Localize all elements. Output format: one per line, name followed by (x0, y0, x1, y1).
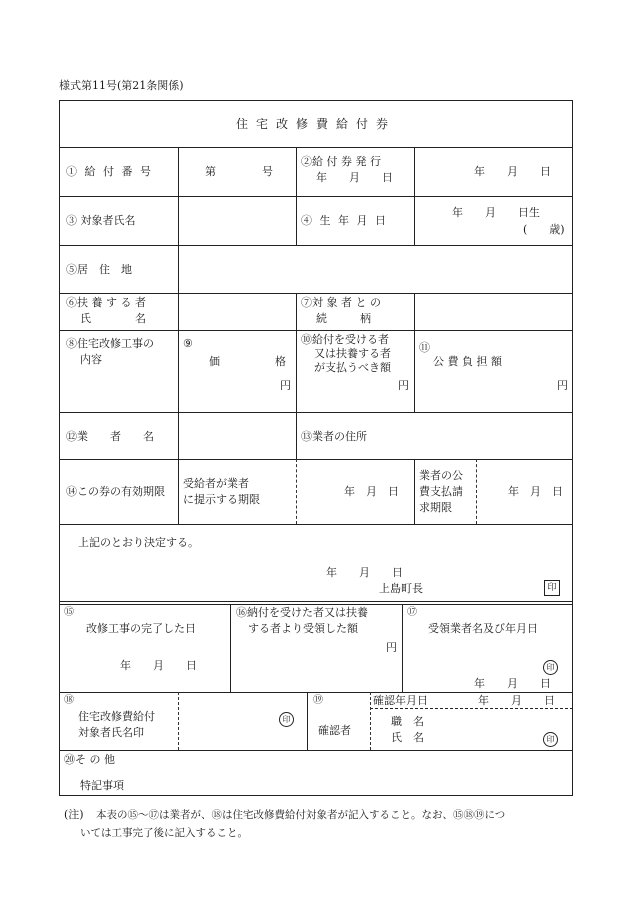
completion-label: 改修工事の完了した日 (86, 622, 196, 635)
residence-label: ⑤居 住 地 (66, 263, 132, 276)
col-divider (296, 293, 297, 459)
confirmer-number: ⑲ (313, 695, 323, 706)
work-content-label-sub: 内容 (80, 353, 102, 366)
contractor-name-label: ⑫業 者 名 (66, 430, 154, 443)
issue-date-value: 年 月 日 (474, 165, 551, 178)
note-line-2: いては工事完了後に記入すること。 (80, 827, 248, 839)
double-divider-top (59, 601, 573, 602)
col-divider-dashed (178, 692, 179, 750)
row-divider (59, 330, 573, 331)
row-divider (59, 524, 573, 525)
subject-seal: 印 (279, 712, 294, 727)
subject-seal-number: ⑱ (64, 695, 74, 706)
subject-seal-label-2: 対象者氏名印 (78, 726, 144, 739)
birth-date-label: ④ 生 年 月 日 (301, 214, 388, 227)
received-amount-label: ⑯納付を受けた者又は扶養 (236, 606, 368, 619)
decision-text: 上記のとおり決定する。 (78, 536, 199, 549)
row-divider (59, 293, 573, 294)
double-divider-bottom (59, 604, 573, 605)
remarks-label: 特記事項 (80, 779, 124, 792)
subject-seal-label: 住宅改修費給付 (78, 710, 155, 723)
confirm-date-divider (370, 708, 573, 709)
completion-number: ⑮ (64, 607, 74, 618)
price-yen: 円 (280, 379, 291, 392)
other-label: ⑳そ の 他 (64, 753, 115, 766)
col-divider-dashed (370, 692, 371, 750)
supporter-label: ⑥扶 養 す る 者 (66, 296, 146, 309)
relation-label: ⑦対 象 者 と の (301, 296, 381, 309)
confirmer-job-label: 職 名 (391, 715, 424, 728)
row-divider (59, 147, 573, 148)
receiver-number: ⑰ (407, 607, 417, 618)
issue-date-label-units: 年 月 日 (316, 171, 393, 184)
mayor-seal: 印 (544, 580, 560, 596)
note-label: (注) (64, 808, 84, 821)
birth-date-value: 年 月 日生 (452, 206, 540, 219)
number-prefix: 第 (205, 165, 216, 178)
col-divider (414, 147, 415, 245)
payable-label: ⑩給付を受ける者 (301, 333, 389, 346)
public-burden-label: 公 費 負 担 額 (433, 355, 502, 368)
note-line-1: 本表の⑮～⑰は業者が、⑱は住宅改修費給付対象者が記入すること。なお、⑮⑱⑲につ (96, 809, 506, 821)
present-deadline-value: 年 月 日 (344, 485, 399, 498)
received-amount-label-2: する者より受領した額 (248, 622, 358, 635)
payable-label-3: が支払うべき額 (314, 361, 391, 374)
supporter-name-label: 氏 名 (80, 312, 146, 325)
row-divider (59, 692, 573, 693)
validity-label: ⑭この券の有効期限 (66, 485, 165, 498)
col-divider (414, 293, 415, 412)
decision-date: 年 月 日 (326, 566, 403, 579)
price-number: ⑨ (183, 337, 193, 350)
completion-date: 年 月 日 (120, 659, 197, 672)
confirm-date-label: 確認年月日 (373, 694, 428, 707)
benefit-number-label: ① 給 付 番 号 (66, 165, 153, 178)
row-divider (59, 412, 573, 413)
row-divider (59, 750, 573, 751)
receiver-seal: 印 (543, 660, 558, 675)
col-divider (230, 604, 231, 692)
confirmer-name-label: 氏 名 (391, 731, 424, 744)
receiver-date: 年 月 日 (474, 677, 551, 690)
claim-deadline-label-3: 求期限 (419, 501, 452, 514)
form-title: 住宅改修費給付券 (235, 117, 396, 131)
received-amount-yen: 円 (386, 641, 397, 654)
confirmer-seal: 印 (543, 732, 558, 747)
present-deadline-label-2: に提示する期限 (183, 493, 260, 506)
form-number: 様式第11号(第21条関係) (59, 79, 184, 92)
row-divider (59, 196, 573, 197)
claim-deadline-label-2: 費支払請 (419, 485, 463, 498)
col-divider (414, 459, 415, 524)
relation-label-sub: 続 柄 (316, 312, 371, 325)
row-divider (59, 459, 573, 460)
col-divider (307, 692, 308, 750)
issue-date-label: ②給 付 券 発 行 (301, 155, 381, 168)
claim-deadline-value: 年 月 日 (508, 485, 563, 498)
col-divider-dashed (296, 459, 297, 524)
row-divider (59, 245, 573, 246)
work-content-label: ⑧住宅改修工事の (66, 337, 154, 350)
number-suffix: 号 (262, 165, 273, 178)
contractor-address-label: ⑬業者の住所 (301, 430, 367, 443)
subject-name-label: ③ 対象者氏名 (66, 214, 136, 227)
confirmer-label: 確認者 (318, 724, 351, 737)
col-divider (178, 459, 179, 524)
price-label: 価 格 (209, 355, 286, 368)
mayor-title: 上島町長 (379, 582, 423, 595)
col-divider (296, 147, 297, 245)
col-divider (178, 147, 179, 459)
public-burden-yen: 円 (557, 379, 568, 392)
payable-yen: 円 (398, 379, 409, 392)
present-deadline-label: 受給者が業者 (183, 477, 249, 490)
public-burden-number: ⑪ (419, 341, 430, 354)
col-divider-dashed (476, 459, 477, 524)
claim-deadline-label: 業者の公 (419, 469, 463, 482)
col-divider (402, 604, 403, 692)
payable-label-2: 又は扶養する者 (314, 347, 391, 360)
confirm-date-value: 年 月 日 (478, 694, 555, 707)
receiver-label: 受領業者名及び年月日 (428, 622, 538, 635)
age-value: ( 歳) (523, 223, 565, 236)
